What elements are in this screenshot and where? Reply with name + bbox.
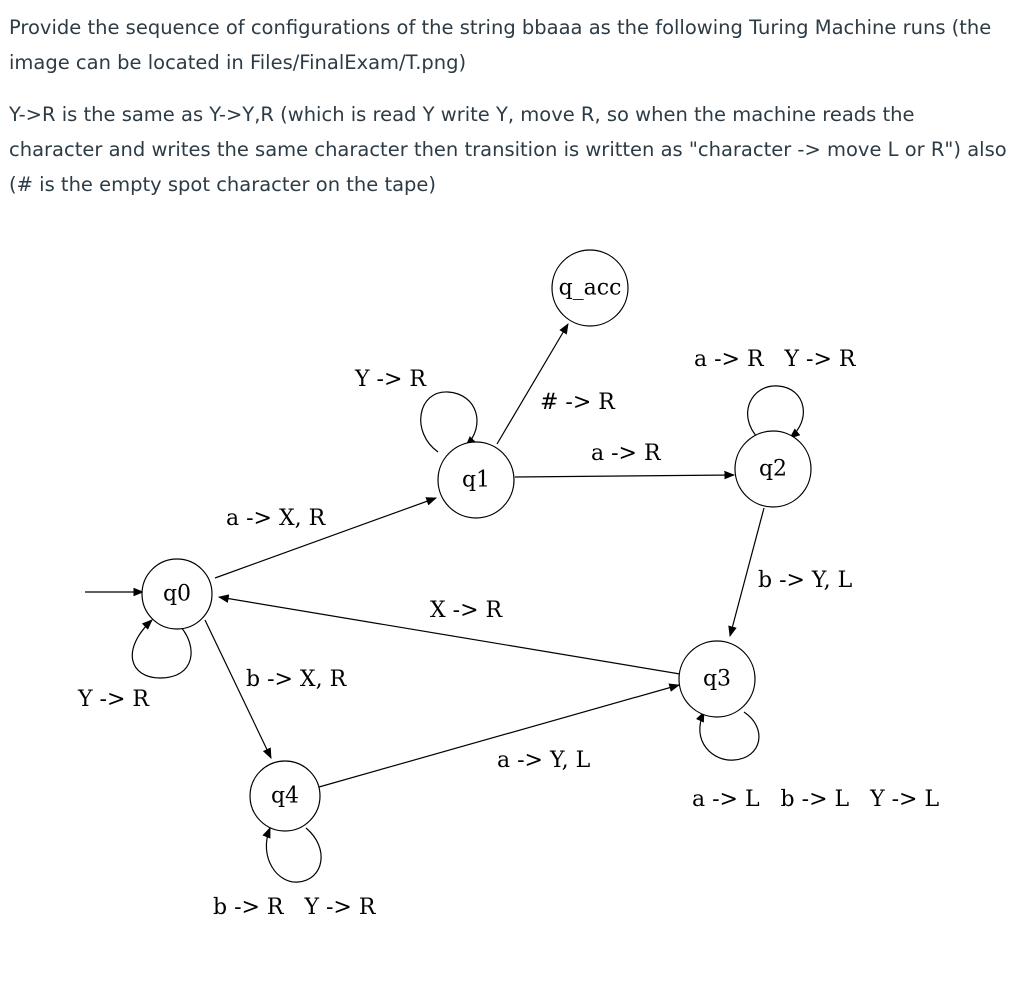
label-q3-q0: X -> R (430, 598, 503, 623)
question-paragraph-1: Provide the sequence of configurations of the string bbaaa as the following Turing Machine runs (the image can be located in Files/FinalExam/T.png) (9, 16, 992, 74)
state-q-acc (552, 250, 628, 326)
state-q0 (142, 559, 212, 629)
state-q1 (438, 442, 514, 518)
edge-q1-qacc (497, 324, 568, 444)
state-q0-label: q0 (162, 581, 192, 607)
state-q4 (250, 761, 320, 831)
state-q4-label: q4 (270, 783, 300, 809)
label-q0-self: Y -> R (78, 687, 149, 712)
state-q3-label: q3 (702, 666, 732, 692)
label-q2-self: a -> R Y -> R (694, 347, 856, 372)
state-q3 (679, 641, 755, 717)
state-q2-label: q2 (758, 456, 788, 482)
label-q0-q1: a -> X, R (226, 506, 326, 531)
state-q-acc-label: q_acc (558, 275, 622, 301)
state-q1-label: q1 (461, 467, 491, 493)
label-q3-self: a -> L b -> L Y -> L (692, 787, 940, 812)
loop-q2 (748, 386, 804, 438)
question-paragraph-2: Y->R is the same as Y->Y,R (which is read Y write Y, move R, so when the machine reads the character and writes the same character then transition is written as "character -> move L or R") also (# is the empty spot character on the tape) (9, 103, 1007, 196)
label-q1-qacc: # -> R (540, 390, 615, 415)
label-q1-q2: a -> R (591, 441, 661, 466)
loop-q4 (266, 828, 321, 882)
label-q4-q3: a -> Y, L (497, 748, 591, 773)
loop-q3 (700, 712, 759, 760)
edge-q1-q2 (515, 475, 734, 477)
label-q4-self: b -> R Y -> R (213, 895, 376, 920)
state-q2 (735, 431, 811, 507)
label-q1-self: Y -> R (355, 367, 426, 392)
label-q0-q4: b -> X, R (246, 667, 347, 692)
label-q2-q3: b -> Y, L (758, 568, 853, 593)
